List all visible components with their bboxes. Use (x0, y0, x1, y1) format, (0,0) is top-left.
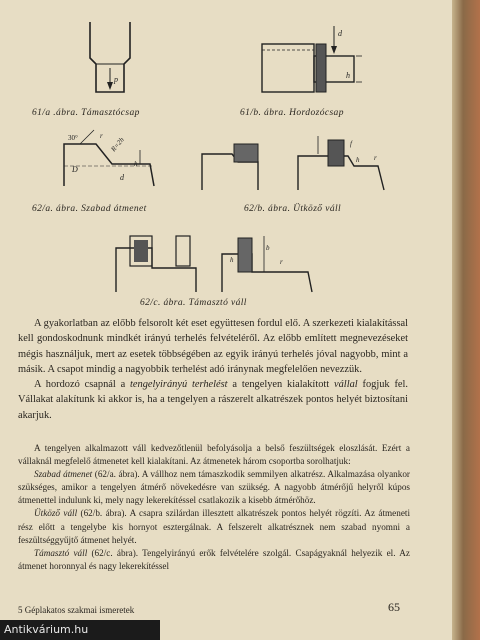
body-paragraph-1: A gyakorlatban az előbb felsorolt két eset együttesen fordul elő. A szerkezeti kialakítással kell gondoskodnunk mindkét irányú terhelés felvételéről. Az előbb említett megnevezéseket mégis használjuk, mert az esetek többségében az egyik irányú terhelés jóval nagyobb, mint a másik. A csapot mindig a nagyobbik terhelést adó iránynak megfelelően nevezzük. (18, 318, 408, 375)
term-stop-shoulder: Ütköző váll (34, 508, 78, 519)
figure-61a (80, 18, 150, 94)
page-number: 65 (388, 600, 400, 614)
caption-62b: 62/b. ábra. Ütköző váll (244, 204, 342, 214)
small-paragraph-1: A tengelyen alkalmazott váll kedvezőtlenül befolyásolja a belső feszültségek eloszlását. Ezért a vállaknál megfelelő átmenetet kell kialakítani. Az átmenetek három csoportba sorolhatjuk: (18, 443, 410, 467)
label-d-61b: d (338, 29, 342, 38)
label-r-62a: r (100, 132, 103, 140)
caption-62c: 62/c. ábra. Támasztó váll (140, 298, 247, 308)
term-shoulder: vállal (334, 379, 358, 391)
label-f: f (350, 140, 352, 148)
caption-62a: 62/a. ábra. Szabad átmenet (32, 204, 147, 214)
figure-62c-drawing (112, 228, 332, 296)
body-text (18, 316, 408, 423)
small-text (18, 442, 410, 573)
label-r-62b: r (374, 154, 377, 162)
small-paragraph-3: Ütköző váll (62/b. ábra). A csapra szilárdan illesztett alkatrészek pontos helyét rögzíti. Az átmeneti rész előtt a tengelybe kis hornyot esztergálnak. A felszerelt alkatrésznek nem szabad nyomni a feszültséggyűjtő átmenet helyét. (18, 508, 411, 545)
footer-signature: 5 Géplakatos szakmai ismeretek (18, 605, 135, 615)
figure-62a-drawing (60, 126, 160, 198)
label-d-62a: d (120, 173, 124, 182)
figure-62a (60, 126, 160, 198)
figure-62c (112, 228, 332, 296)
figure-62b-drawing (198, 132, 388, 194)
label-r-62c: r (280, 258, 283, 266)
caption-61b: 61/b. ábra. Hordozócsap (240, 108, 344, 118)
caption-61a: 61/a .ábra. Támasztócsap (32, 108, 140, 118)
figure-61a-drawing (80, 18, 150, 94)
label-R2h: R=2h (109, 135, 126, 154)
term-free-transition: Szabad átmenet (34, 469, 93, 480)
term-axial-load: tengelyirányú terhelést (130, 379, 228, 391)
label-b-62c: b (266, 244, 270, 252)
label-h-62b: h (356, 156, 360, 164)
small-paragraph-2: Szabad átmenet (62/a. ábra). A vállhoz nem támaszkodik semmilyen alkatrész. Alkalmazása olyankor szükséges, amikor a tengelyen átmérő növekedésre van szükség. A nagyobb átmérőjű helyről kúpos átmenettel indulunk ki, mely nagy lekerekítéssel csatlakozik a kisebb átmérőhöz. (18, 469, 410, 506)
figure-61b-drawing (258, 20, 368, 104)
label-h-62a: h (134, 160, 138, 168)
label-p: p (114, 75, 118, 84)
label-angle: 30° (68, 134, 78, 142)
label-h-62c: h (230, 256, 234, 264)
label-h-61b: h (346, 71, 350, 80)
book-spine-edge (452, 0, 480, 640)
body-paragraph-2: A hordozó csapnál a tengelyirányú terhelést a tengelyen kialakított vállal fogjuk fel. Vállakat alakítunk ki akkor is, ha a tengelyen a rászerelt alkatrészek pontos helyét biztosítani akarjuk. (18, 379, 408, 421)
watermark: Antikvárium.hu (0, 620, 160, 640)
term-support-shoulder: Támasztó váll (34, 547, 88, 558)
figure-62b (198, 132, 388, 194)
figure-61b (258, 20, 368, 104)
label-D: D (72, 165, 78, 174)
small-paragraph-4: Támasztó váll (62/c. ábra). Tengelyirányú erők felvételére szolgál. Csapágyaknál helyezik el. Az átmenet horonnyal és nagy lekerekítéssel (18, 547, 410, 571)
